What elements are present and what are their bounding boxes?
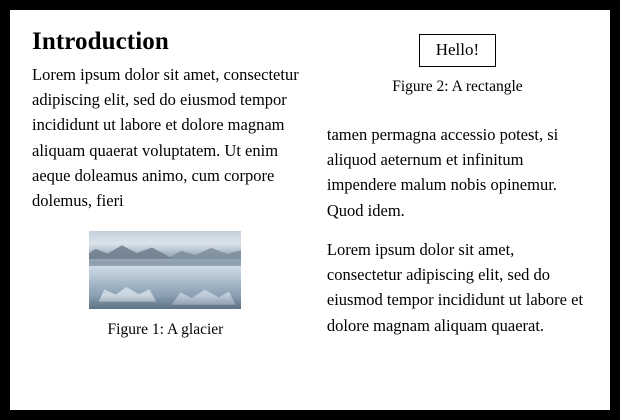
figure-1-caption: Figure 1: A glacier xyxy=(107,321,224,339)
glacier-sky xyxy=(89,231,241,251)
left-body-paragraph: Lorem ipsum dolor sit amet, consectetur adipiscing elit, sed do eiusmod tempor incididunt ut labore et dolore magnam aliquam quaerat voluptatem. Ut enim aeque doleamus animo, cum corpore dolemus, fieri xyxy=(32,65,299,211)
document-page xyxy=(10,10,610,410)
page-title: Introduction xyxy=(32,28,169,55)
two-column-layout xyxy=(10,10,610,410)
right-body-paragraph-2: Lorem ipsum dolor sit amet, consectetur adipiscing elit, sed do eiusmod tempor incididunt ut labore et dolore magnam aliquam quaerat. xyxy=(326,239,584,335)
glacier-image xyxy=(89,231,241,309)
foreground-shadow xyxy=(89,295,241,309)
right-column xyxy=(313,28,588,400)
right-body-paragraph-1: tamen permagna accessio potest, si aliquod aeternum et infinitum impendere malum nobis opinemur. Quod idem. xyxy=(326,125,559,220)
column-spacer xyxy=(327,96,588,122)
figure-2-caption: Figure 2: A rectangle xyxy=(392,78,523,95)
figure-2 xyxy=(327,34,588,96)
figure-1 xyxy=(32,231,299,339)
hello-rectangle: Hello! xyxy=(419,34,496,67)
left-column xyxy=(32,28,313,400)
